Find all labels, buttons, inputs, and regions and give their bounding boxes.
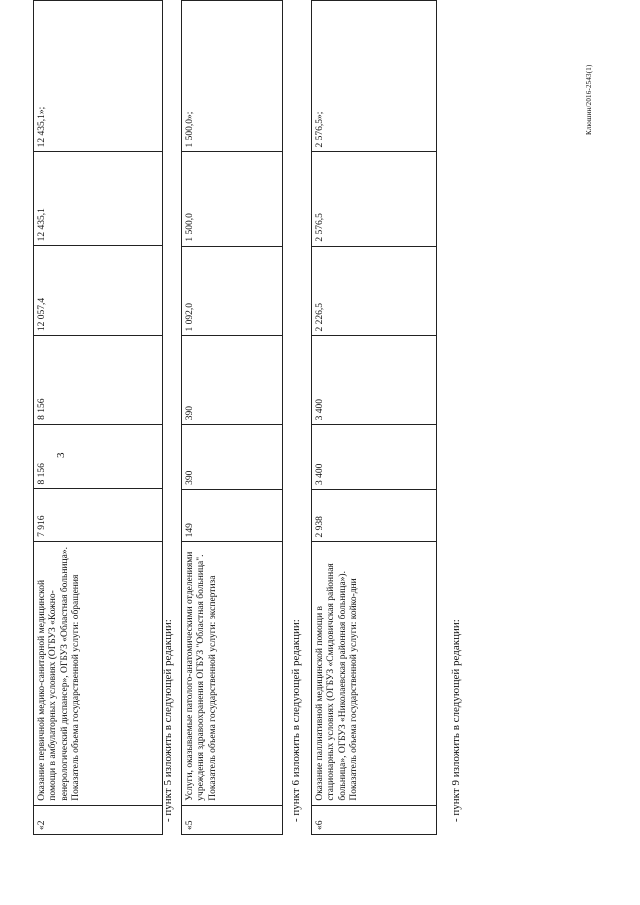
table-row-6 — [311, 0, 437, 835]
value-cell-5: 12 435,1 — [34, 152, 163, 246]
value-cell-3: 390 — [182, 336, 283, 425]
paragraph-item-9: - пункт 9 изложить в следующей редакции: — [450, 619, 462, 822]
document-code: Клюшин/2016-2543(1) — [585, 64, 593, 135]
service-description: Оказание первичной медико-санитарной медицинской помощи в амбулаторных условиях (ОГБУЗ «Кожно-венерологический диспансер», ОГБУЗ «Областная больница». Показатель объема государственной услуги: обращения — [34, 541, 163, 805]
paragraph-item-5: - пункт 5 изложить в следующей редакции: — [162, 619, 174, 822]
table-row — [34, 1, 163, 835]
paragraph-item-6: - пункт 6 изложить в следующей редакции: — [290, 619, 302, 822]
service-description: Оказание паллиативной медицинской помощи в стационарных условиях (ОГБУЗ «Смидовичская районная больница», ОГБУЗ «Николаевская районная больница»). Показатель объема государственной услуги: койко-дни — [312, 542, 437, 805]
value-cell-3: 8 156 — [34, 336, 163, 425]
service-description: Услуги, оказываемые патолого-анатомическими отделениями учреждения здравоохранения ОГБУЗ "Областная больница". Показатель объема государственной услуги: экспертиза — [182, 542, 283, 805]
value-cell-1: 7 916 — [34, 489, 163, 541]
value-cell-5: 1 500,0 — [182, 152, 283, 246]
value-cell-1: 2 938 — [312, 489, 437, 541]
value-cell-4: 1 092,0 — [182, 246, 283, 336]
page-number: 3 — [55, 452, 67, 458]
value-cell-5: 2 576,5 — [312, 152, 437, 246]
value-cell-4: 2 226,5 — [312, 246, 437, 336]
table-row — [182, 1, 283, 835]
table-row-5 — [181, 0, 283, 835]
table-row — [312, 1, 437, 835]
row-number: «6 — [312, 805, 437, 834]
value-cell-6: 2 576,5»; — [312, 1, 437, 153]
row-number: «2 — [34, 805, 163, 834]
value-cell-2: 390 — [182, 425, 283, 490]
value-cell-3: 3 400 — [312, 336, 437, 425]
value-cell-6: 12 435,1»; — [34, 1, 163, 152]
row-number: «5 — [182, 805, 283, 834]
value-cell-4: 12 057,4 — [34, 246, 163, 336]
value-cell-2: 3 400 — [312, 425, 437, 490]
value-cell-2: 8 156 — [34, 424, 163, 489]
table-row-2 — [33, 0, 163, 835]
value-cell-6: 1 500,0»; — [182, 1, 283, 152]
value-cell-1: 149 — [182, 489, 283, 541]
